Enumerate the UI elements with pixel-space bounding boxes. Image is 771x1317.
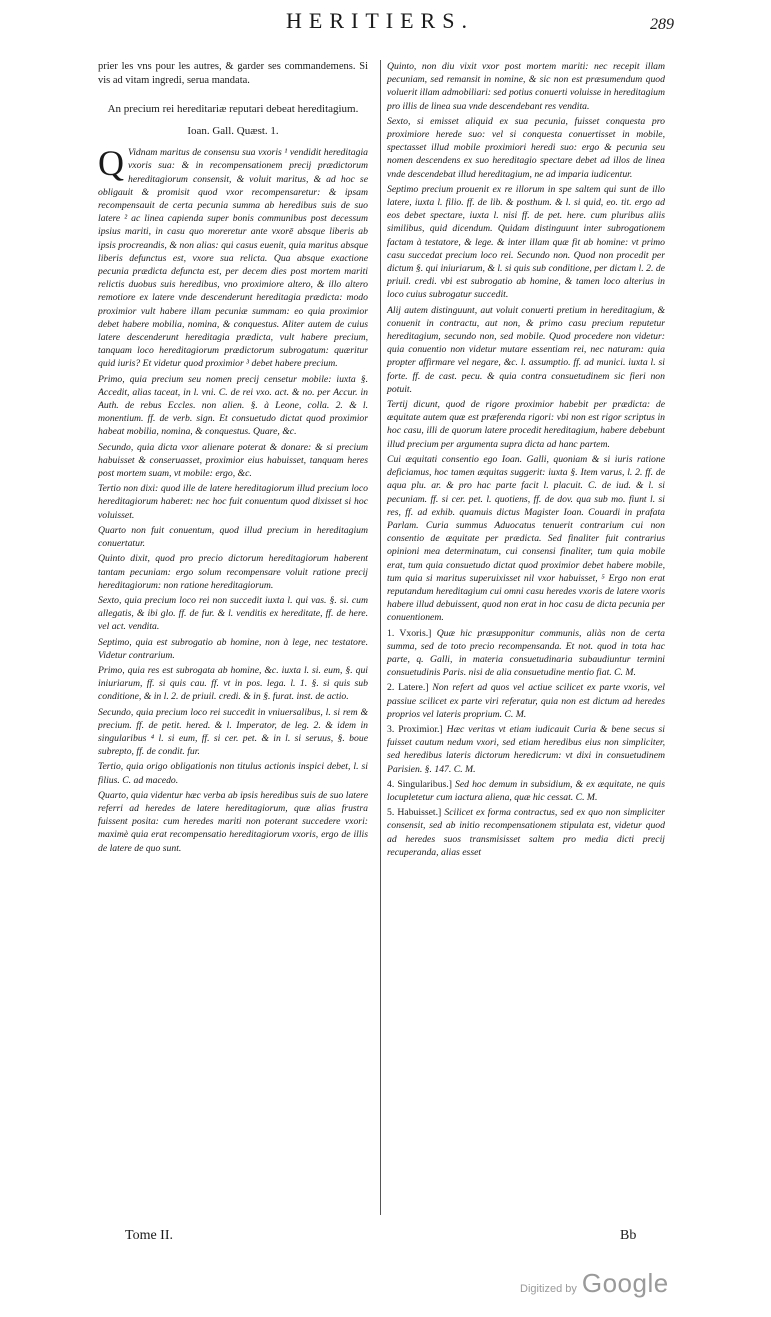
paragraph: Cui æquitati consentio ego Ioan. Galli, quoniam & si iuris ratione deficiamus, hoc tamen æquitas suggerit: iuxta §. Item varus, l. 2. ff. de aqua plu. ar. & pro hac parte facit l. placuit. C. de iud. & l. si pecuniam. ff. si cer. pet. l. quotiens, ff. de dov. qua sub mo. fiunt l. si res, ff. ad exhib. quamuis dictus Magister Ioan. Couardi in prafata Parlam. Curia summus Aduocatus tenuerit contrarium cui non consentio de æquitate per prædicta. Sed finaliter fuit contrarius opinioni mea determinatum, cui consensi finaliter, tum quia mobile erat, tum quia consuetudo dictat quod proximior debet habere mobile, tum quia si maritus superuixisset nil vxor habuisset, ⁵ Ergo non erat reputandum hereditagium cui omni casu heredes vxoris de latere vxoris habere illud debuissent, quod non erat in hoc casu de dicta pecunia per conuentionem.	[387, 453, 665, 624]
first-paragraph	[98, 143, 368, 370]
signature-mark: Bb	[620, 1228, 637, 1243]
footnote-number: 5	[387, 807, 392, 819]
paragraph: Septimo, quia est subrogatio ab homine, non à lege, nec testatore. Videtur contrarium.	[98, 636, 368, 661]
footnote-number: 4	[387, 778, 392, 790]
footnote-text: Scilicet ex forma contractus, sed ex quo non simpliciter consensit, sed ab initio recompensationem stipulata est, videtur quod ad heredes suos transmisisset saltem pro media dicti precij recuperanda, alias esset	[387, 807, 665, 858]
footnote-text: Quæ hic præsupponitur communis, aliàs non de certa summa, sed de toto precio recompensanda. Et not. quod in tota hac parte, q. Galli, in materia consuetudinaria subaudiuntur termini consuetudinis Paris. nisi de alia consuetudine mentio fiat. C. M.	[387, 627, 665, 679]
attribution: Ioan. Gall. Quæst. 1.	[187, 125, 279, 137]
footnote-number: 1	[387, 627, 392, 639]
digitized-watermark	[520, 1268, 669, 1299]
left-column	[98, 60, 368, 1210]
paragraph: Sexto, quia precium loco rei non succedit iuxta l. qui vas. §. si. cum allegatis, & ibi glo. ff. de fur. & l. venditis ex hereditate, ff. de here. vel act. vendita.	[98, 594, 368, 633]
footnote: 4. Singularibus.] Sed hoc demum in subsidium, & ex æquitate, ne quis locupletetur cum iactura aliena, quæ hic cessat. C. M.	[387, 778, 665, 803]
footnote: 3. Proximior.] Hæc veritas vt etiam iudicauit Curia & bene secus si fuisset cautum nedum vxori, sed etiam heredibus eius non simpliciter, sed heredibus lateris dictorum heredicrum: vt dixi in consuetudinem Parisien. §. 147. C. M.	[387, 723, 665, 775]
footnote-text: Sed hoc demum in subsidium, & ex æquitate, ne quis locupletetur cum iactura aliena, quæ hic cessat. C. M.	[387, 778, 665, 803]
footnote-label: Latere.	[398, 682, 426, 694]
paragraph: Tertio, quia origo obligationis non titulus actionis inspici debet, l. si filius. C. ad macedo.	[98, 761, 368, 786]
footnote: 2. Latere.] Non refert ad quos vel actiue scilicet ex parte vxoris, vel passiue scilicet ex parte viri referatur, quia non est dictum ad heredes proprios vel lateris proprium. C. M.	[387, 682, 665, 720]
paragraph: Septimo precium prouenit ex re illorum in spe saltem qui sunt de illo latere, iuxta l. filio. ff. de lib. & posthum. & l. si quid, eo. tit. ergo ad eos debet spectare, iuxta l. nisi ff. de pet. here. cum pluribus aliis similibus, quid dicendum. Quidam distinguunt inter subrogationem factam à testatore, & lege. & inter illam quæ fit ab homine: vt primo casu succedat precium loco rei. Secundo non. Quod non procedit per dictum §. qui iniuriarum, & l. si quis sub conditione, per dictam l. 2. de priuil. credi. vbi est subrogatio ab homine, & tamen loco alterius in loco cuius subrogatur succedit.	[387, 183, 665, 301]
footnote-label: Singularibus.	[397, 778, 449, 790]
paragraph: Primo, quia precium seu nomen precij censetur mobile: iuxta §. Accedit, alias taceat, in l. vni. C. de rei vxo. act. & no. per Accur. in Auth. de rebus Eccles. non alien. §. à Leone, colla. 2. & l. monentium. ff. de verb. sign. Et consuetudo dictat quod proximior habeat mobilia, nomina, & conquestus. Quare, &c.	[98, 373, 368, 438]
paragraph: Tertij dicunt, quod de rigore proximior habebit per prædicta: de æquitate autem quæ est præferenda rigori: vbi non est rigor scriptus in hoc casu, illi de quorum latere procedit hereditagium, habere debebunt illud precium per argumenta supra dicta ad hanc partem.	[387, 399, 665, 450]
question-heading: An precium rei hereditariæ reputari debeat hereditagium.	[107, 103, 359, 115]
paragraph: Quarto non fuit conuentum, quod illud precium in hereditagium conuertatur.	[98, 524, 368, 550]
footnote: 5. Habuisset.] Scilicet ex forma contractus, sed ex quo non simpliciter consensit, sed ab initio recompensationem stipulata est, videtur quod ad heredes suos transmisisset saltem pro media dicti precij recuperanda, alias esset	[387, 807, 665, 858]
footnote-label: Vxoris.	[399, 627, 429, 639]
paragraph: Quinto dixit, quod pro precio dictorum hereditagiorum haberent tantam pecuniam: ergo solum recompensare voluit ratione precij hereditagiorum: non ratione hereditagiorum.	[98, 553, 368, 591]
google-logo: Google	[581, 1268, 669, 1298]
footnote: 1. Vxoris.] Quæ hic præsupponitur communis, aliàs non de certa summa, sed de toto precio recompensanda. Et not. quod in tota hac parte, q. Galli, in materia consuetudinaria subaudiuntur termini consuetudinis Paris. nisi de alia consuetudine mentio fiat. C. M.	[387, 627, 665, 679]
footnote-label: Proximior.	[398, 723, 440, 735]
page-number: 289	[650, 16, 674, 33]
watermark-prefix: Digitized by	[520, 1283, 577, 1295]
right-column	[380, 60, 665, 1215]
footnote-number: 2	[387, 682, 392, 694]
footnote-label: Habuisset.	[397, 807, 439, 819]
running-title: HERITIERS.	[286, 8, 474, 33]
paragraph: Quarto, quia videntur hæc verba ab ipsis heredibus suis de suo latere referri ad heredes de latere hereditagiorum, quæ alias frustra fuissent posita: cum heredes mariti non poterant succedere vxori: maximè quia erat recompensatio hereditagiorum vxoris, ergo de illis de latere de quo sunt.	[98, 789, 368, 854]
footnote-text: Non refert ad quos vel actiue scilicet ex parte vxoris, vel passiue scilicet ex parte viri referatur, quia non est dictum ad heredes proprios vel lateris proprium. C. M.	[387, 682, 665, 720]
paragraph: Secundo, quia precium loco rei succedit in vniuersalibus, l. si rem & precium. ff. de petit. hered. & l. Imperator, de leg. 2. & idem in singularibus ⁴ l. si eum, ff. si cer. pet. & in l. si seruus, §. boue subrepto, ff. de condit. fur.	[98, 706, 368, 758]
first-paragraph-text: Vidnam maritus de consensu sua vxoris ¹ vendidit hereditagia vxoris sua: & in recompensationem precij prædictorum hereditagiorum consensit, & voluit maritus, & ad hoc se obligauit & promisit quod vxor recompensaretur: & ipsam recompensauit de certa pecunia summa ab heredibus suis de suo latere ² ac linea capienda super bonis communibus post decessum ipsius mariti, in casu quo moreretur ante vxorē absque liberis ab ipsis procreandis, & non alias: qui casus euenit, quia maritus absque liberis defunctus est, vxore sua relicta. Qua absque exactione pecunia prædicta defuncta est, per decem dies post mortem mariti relictis duobus suis heredibus, vno proximiore altero, & illo altero remotiore ex latere vnde descenderunt hereditagia prædicta: modo proximior vult habere illam pecuniæ summam: eo quia proximior debet habere mobilia, nomina, & conquestus. Aliter autem de cuius latere descenderunt hereditagia prædicta, vult habere precium, tanquam loco hereditagiorum prædictorum subrogatum: quæritur quid iuris? Et videtur quod proximior ³ debet habere precium.	[98, 147, 368, 370]
paragraph: Quinto, non diu vixit vxor post mortem mariti: nec recepit illam pecuniam, sed remansit in nomine, & sic non est præsumendum quod voluerit illam admobiliari: sed potius conuerti voluisse in hereditagium pro illis de linea sua vnde descendebant res vendita.	[387, 61, 665, 112]
tome-label: Tome II.	[125, 1228, 174, 1243]
paragraph: Tertio non dixi: quod ille de latere hereditagiorum illud precium loco hereditagiorum haberet: nec hoc fuit conuentum quod dixisset si hoc voluisset.	[98, 483, 368, 521]
dropcap-letter: Q	[98, 143, 124, 184]
paragraph: Alij autem distinguunt, aut voluit conuerti pretium in hereditagium, & conuenit in contractu, aut non, & primo casu precium reputetur hereditagium, secundo non, sed mobile. Quod procedere non videtur: quia conuentio non videtur mutare essentiam rei, nec naturam: quia propter affirmare vel negare, &c. l. assumptio. ff. ad munici. iuxta l. si forte. ff. de cast. pecu. & quia contra consuetudinem sic fieri non potuit.	[387, 304, 665, 395]
footnote-text: Hæc veritas vt etiam iudicauit Curia & bene secus si fuisset cautum nedum vxori, sed etiam heredibus eius non simpliciter, sed heredibus lateris dictorum heredicrum: vt dixi in consuetudinem Parisien. §. 147. C. M.	[387, 723, 665, 775]
paragraph: Primo, quia res est subrogata ab homine, &c. iuxta l. si. eum, §. qui iniuriarum, ff. si quis cau. ff. vt in pos. lega. l. 1. §. si quis sub conditione, & in l. 2. de priuil. credi. & in §. furat. inst. de actio.	[98, 664, 368, 703]
paragraph: Secundo, quia dicta vxor alienare poterat & donare: & si precium habuisset & conseruasset, proximior eius habuisset, tanquam heres post mortem suam, vt mobile: ergo, &c.	[98, 441, 368, 480]
paragraph: Sexto, si emisset aliquid ex sua pecunia, fuisset conquesta pro proximiore herede suo: vel si conquesta conuertisset in mobile, spectasset illud mobile proximiori heredi suo: ergo & pecunia seu nomen descendens ex suo hereditagio spectare debet ad illos de linea vnde descendebat illud hereditagium, ne ad imparia iudicentur.	[387, 115, 665, 180]
footnote-number: 3	[387, 723, 392, 735]
intro-text: prier les vns pour les autres, & garder ses commandemens. Si vis ad vitam ingredi, serua mandata.	[98, 61, 368, 86]
